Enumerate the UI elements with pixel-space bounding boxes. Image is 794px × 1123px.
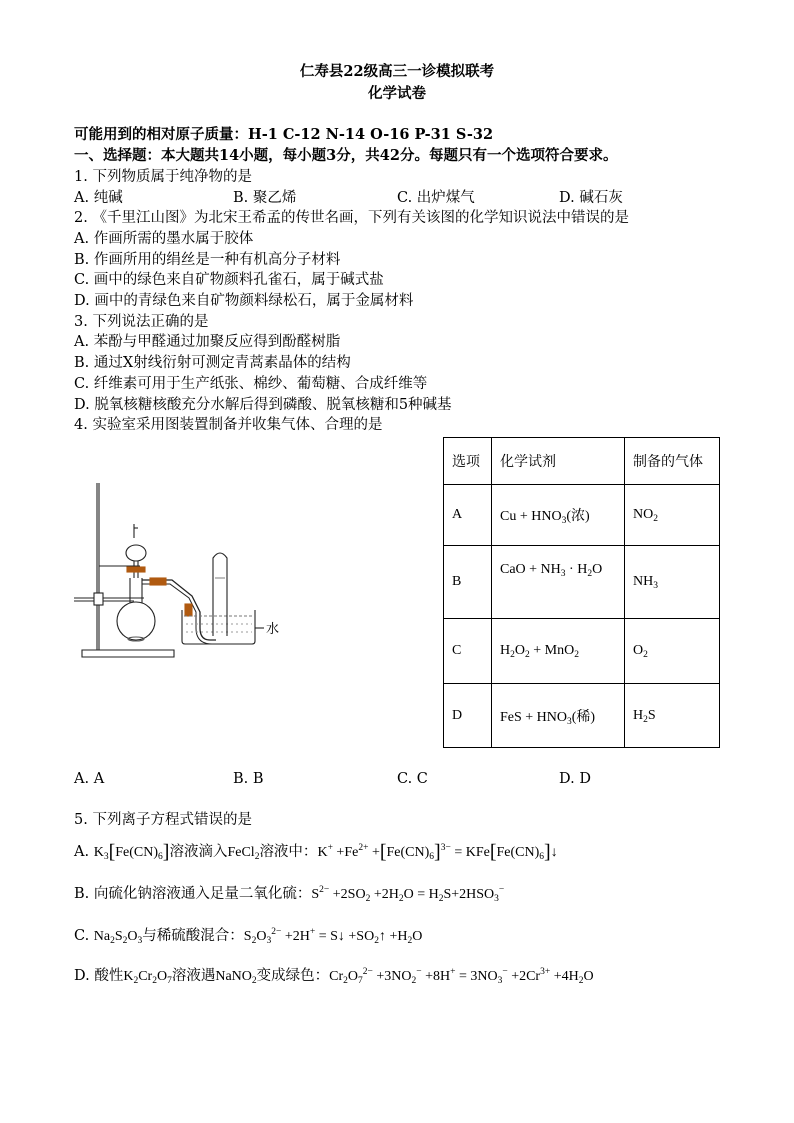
- q1-stem: 1. 下列物质属于纯净物的是: [74, 169, 252, 185]
- table-header-reagent: 化学试剂: [492, 438, 625, 485]
- q4-stem: 4. 实验室采用图装置制备并收集气体、合理的是: [74, 417, 383, 433]
- q1-option-b: B. 聚乙烯: [233, 190, 297, 206]
- q2-option-c: C. 画中的绿色来自矿物颜料孔雀石，属于碱式盐: [74, 272, 384, 288]
- q5-stem: 5. 下列离子方程式错误的是: [74, 812, 252, 828]
- row-gas: $H_2S$: [625, 684, 720, 748]
- section-heading: 一、选择题：本大题共14小题，每小题3分，共42分。每题只有一个选项符合要求。: [74, 147, 618, 164]
- row-gas: $NH_3$: [625, 546, 720, 619]
- row-gas: $O_2$: [625, 619, 720, 684]
- q2-option-a: A. 作画所需的墨水属于胶体: [74, 231, 254, 247]
- q4-answer-d: D. D: [559, 771, 591, 787]
- q1-option-c: C. 出炉煤气: [397, 190, 475, 206]
- q2-option-d: D. 画中的青绿色来自矿物颜料绿松石，属于金属材料: [74, 293, 414, 309]
- row-option: D: [444, 684, 492, 748]
- row-reagent: CaO + $NH_3 \cdot H_2O$: [492, 546, 625, 619]
- q4-answer-c: C. C: [397, 771, 428, 787]
- q4-options-table: [443, 437, 720, 748]
- water-label: 水: [266, 622, 280, 637]
- row-reagent: $Cu + HNO_3$(浓): [492, 485, 625, 546]
- q3-option-b: B. 通过X射线衍射可测定青蒿素晶体的结构: [74, 355, 351, 371]
- q5-option-c: C. $Na_2S_2O_3$与稀硫酸混合：$S_2O_3^{2-} +2H^+$ = S↓ $+SO_2↑ +H_2O$: [74, 927, 423, 946]
- q2-option-b: B. 作画所用的绢丝是一种有机高分子材料: [74, 252, 341, 268]
- q1-option-a: A. 纯碱: [74, 190, 123, 206]
- q5-option-d: D. 酸性$K_2Cr_2O_7$溶液遇NaNO$_2$变成绿色：$Cr_2O_7^{2-} +3NO_2^- +8H^+ = 3NO_3^- +2Cr^{3+} +4H_2O$: [74, 967, 594, 986]
- atomic-masses: 可能用到的相对原子质量：H-1 C-12 N-14 O-16 P-31 S-32: [74, 126, 494, 143]
- row-option: C: [444, 619, 492, 684]
- table-header-gas: 制备的气体: [625, 438, 720, 485]
- q3-option-c: C. 纤维素可用于生产纸张、棉纱、葡萄糖、合成纤维等: [74, 376, 428, 392]
- q4-answer-a: A. A: [74, 771, 105, 787]
- q3-option-a: A. 苯酚与甲醛通过加聚反应得到酚醛树脂: [74, 334, 341, 350]
- q2-stem: 2. 《千里江山图》为北宋王希孟的传世名画，下列有关该图的化学知识说法中错误的是: [74, 210, 629, 226]
- q1-option-d: D. 碱石灰: [559, 190, 623, 206]
- q5-option-a: A. $K_3[Fe(CN)_6]$溶液滴入FeCl$_2$溶液中：$K^+ +Fe^{2+} +[Fe(CN)_6]^{3-}$ = $KFe[Fe(CN)_6]↓$: [74, 841, 558, 863]
- table-header-row: [444, 438, 720, 485]
- row-gas: $NO_2$: [625, 485, 720, 546]
- apparatus-figure: [74, 478, 289, 667]
- table-header-option: 选项: [444, 438, 492, 485]
- q4-answer-b: B. B: [233, 771, 264, 787]
- table-row: [444, 619, 720, 684]
- exam-title: 仁寿县22级高三一诊模拟联考: [299, 63, 495, 80]
- row-option: B: [444, 546, 492, 619]
- row-option: A: [444, 485, 492, 546]
- row-reagent: $H_2O_2 + MnO_2$: [492, 619, 625, 684]
- q3-stem: 3. 下列说法正确的是: [74, 314, 209, 330]
- table-row: [444, 546, 720, 619]
- table-row: [444, 684, 720, 748]
- q3-option-d: D. 脱氧核糖核酸充分水解后得到磷酸、脱氧核糖和5种碱基: [74, 397, 452, 413]
- table-row: [444, 485, 720, 546]
- row-reagent: FeS + $HNO_3$(稀): [492, 684, 625, 748]
- q5-option-b: B. 向硫化钠溶液通入足量二氧化硫：$S^{2-} +2SO_2 +2H_2O = H_2S+2HSO_3^-$: [74, 885, 505, 904]
- exam-subtitle: 化学试卷: [368, 85, 426, 102]
